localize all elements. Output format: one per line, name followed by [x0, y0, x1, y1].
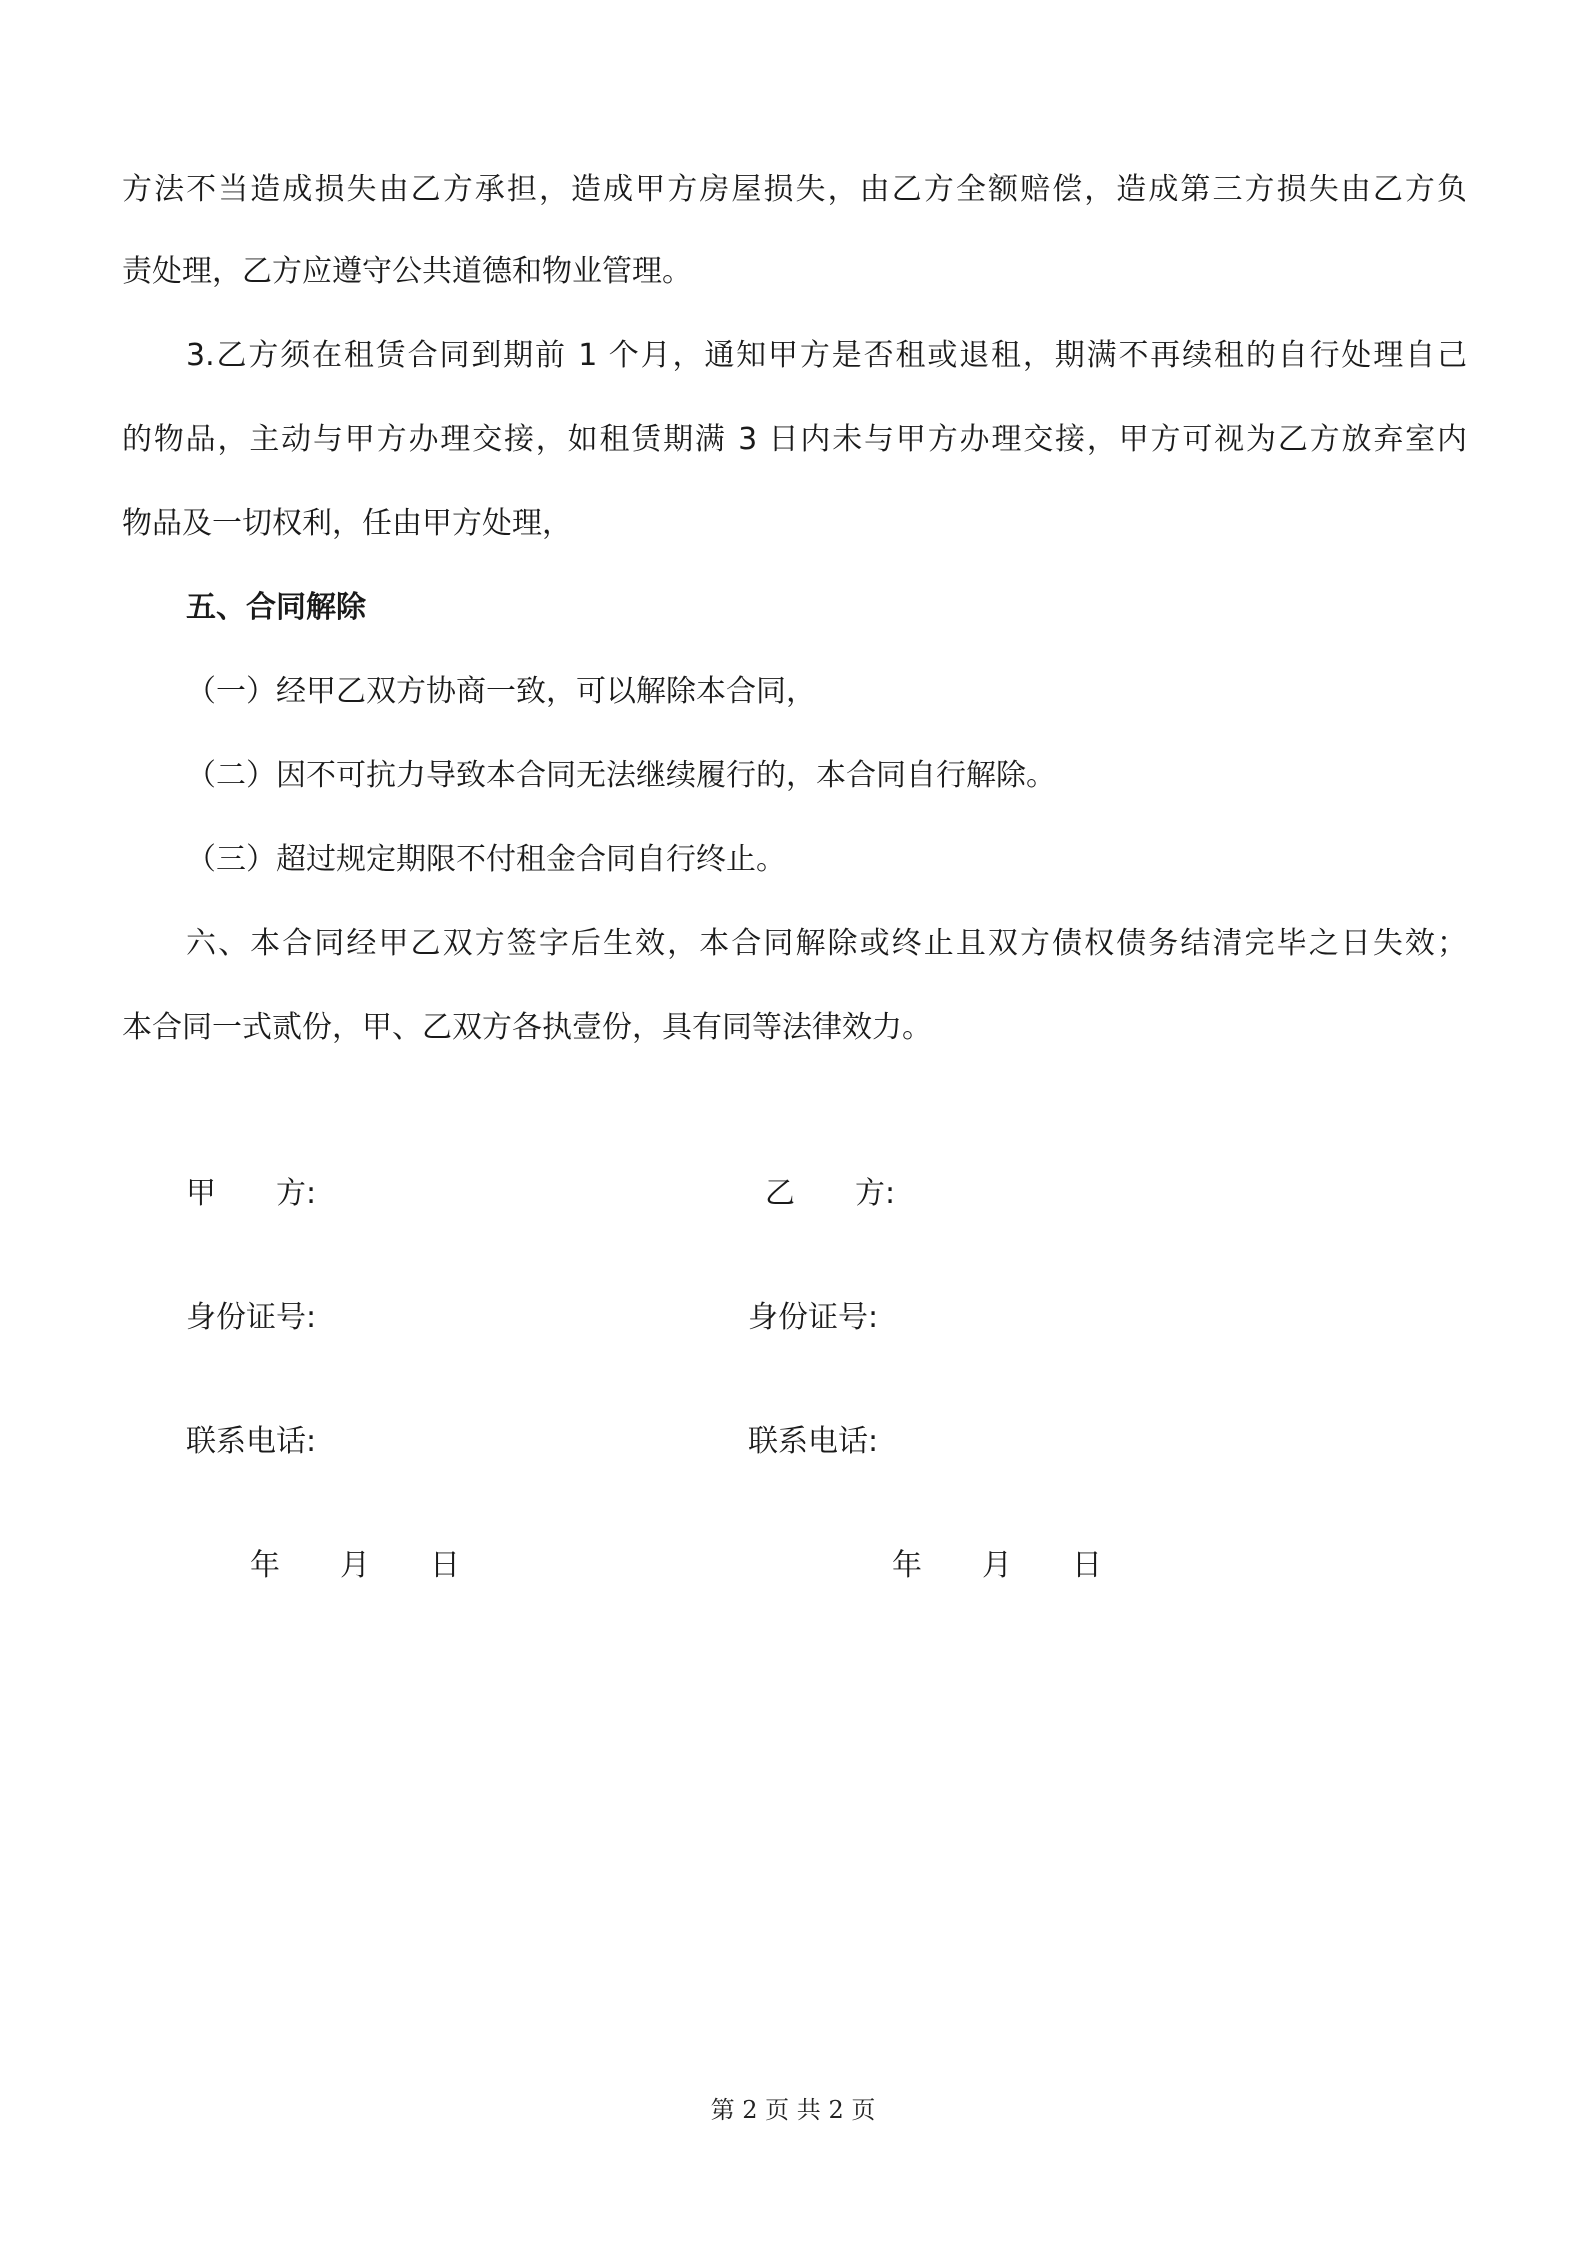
paragraph-line: 3.乙方须在租赁合同到期前 1 个月，通知甲方是否租或退租，期满不再续租的自行处理自己 — [186, 338, 1467, 373]
paragraph-line: 方法不当造成损失由乙方承担，造成甲方房屋损失，由乙方全额赔偿，造成第三方损失由乙方负 — [122, 172, 1467, 207]
section-heading: 六、本合同经甲乙双方签字后生效，本合同解除或终止且双方债权债务结清完毕之日失效； — [186, 926, 1467, 961]
clause-item: （三）超过规定期限不付租金合同自行终止。 — [186, 842, 786, 877]
date-line-b: 年 月 日 — [892, 1548, 1102, 1583]
page-number-footer: 第 2 页 共 2 页 — [710, 2096, 876, 2124]
clause-item: （一）经甲乙双方协商一致，可以解除本合同， — [186, 674, 816, 709]
paragraph-line: 本合同一式贰份，甲、乙双方各执壹份，具有同等法律效力。 — [122, 1010, 932, 1045]
id-number-label-b: 身份证号: — [748, 1300, 879, 1335]
paragraph-line: 的物品，主动与甲方办理交接，如租赁期满 3 日内未与甲方办理交接，甲方可视为乙方放弃室内 — [122, 422, 1467, 457]
clause-item: （二）因不可抗力导致本合同无法继续履行的，本合同自行解除。 — [186, 758, 1056, 793]
phone-label-a: 联系电话: — [186, 1424, 317, 1459]
paragraph-line: 物品及一切权利，任由甲方处理， — [122, 506, 572, 541]
phone-label-b: 联系电话: — [748, 1424, 879, 1459]
id-number-label-a: 身份证号: — [186, 1300, 317, 1335]
section-heading: 五、合同解除 — [186, 590, 366, 625]
paragraph-line: 责处理，乙方应遵守公共道德和物业管理。 — [122, 254, 692, 289]
party-b-label: 乙 方: — [765, 1176, 896, 1211]
party-a-label: 甲 方: — [186, 1176, 317, 1211]
date-line-a: 年 月 日 — [250, 1548, 460, 1583]
